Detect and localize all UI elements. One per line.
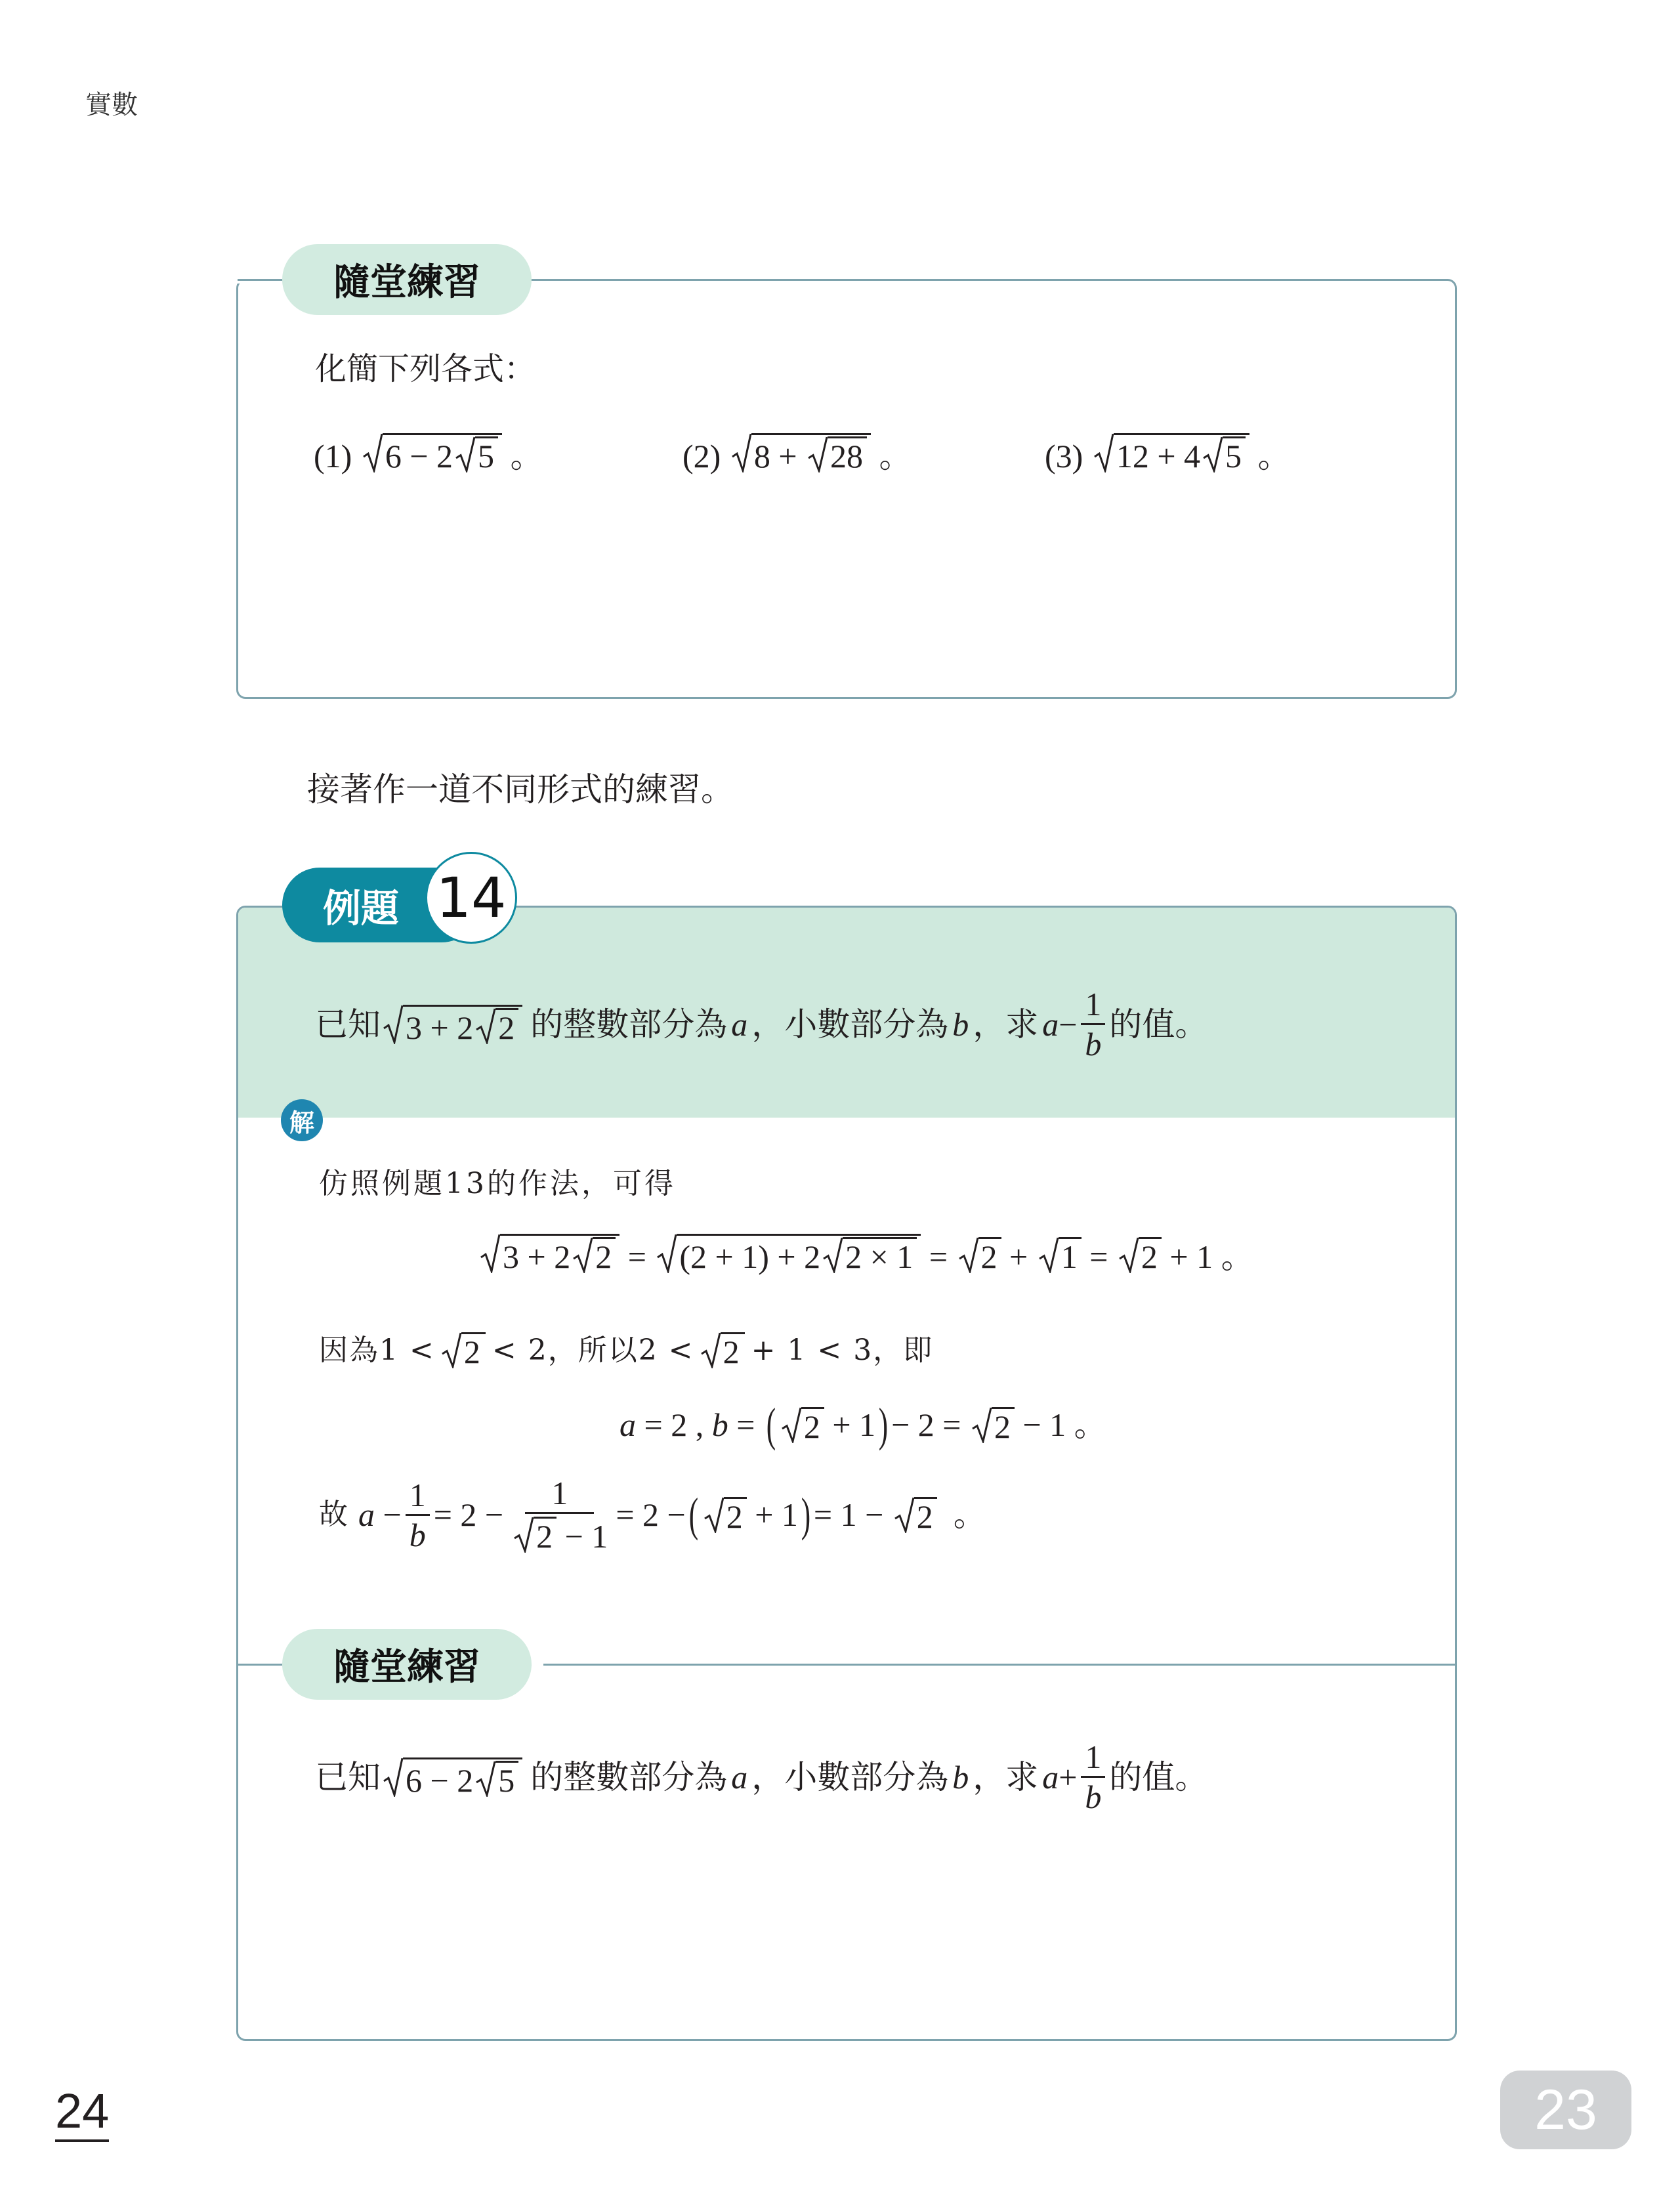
practice-1-item-1: (1) 6 − 2 5 。 (314, 433, 543, 473)
solution-line-3: 因為1 < 2 < 2，所以2 < 2 + 1 < 3，即 (319, 1333, 934, 1370)
example-label: 例題 (282, 868, 479, 942)
practice-1-item-2: (2) 8 + 28 。 (682, 433, 912, 473)
chapter-header: 實數 (85, 90, 138, 120)
transition-text: 接著作一道不同形式的練習。 (307, 770, 734, 809)
solution-badge: 解 (281, 1099, 323, 1141)
practice-1-instruction: 化簡下列各式： (315, 350, 536, 387)
practice-2-question: 已知 6 − 2 5 的整數部分為 a ，小數部分為 b ，求 a + $\frac{1}{b}$ 的值。 (315, 1738, 1208, 1815)
practice-2-title: 隨堂練習 (282, 1629, 532, 1700)
solution-equation-1: 3 + 2 2 = (2 + 1) + 2 2 × 1 = 2 + 1 = 2 + 1 。 (478, 1234, 1254, 1273)
example-box (236, 906, 1457, 2041)
book-page-number: 24 (55, 2087, 109, 2142)
practice-1-item-3: (3) 12 + 4 5 。 (1045, 433, 1291, 473)
practice-1-title: 隨堂練習 (282, 244, 532, 315)
solution-equation-2: a = 2 , b = ( 2 + 1 ) − 2 = 2 − 1 。 (620, 1399, 1107, 1451)
practice-box-1 (236, 279, 1457, 699)
solution-equation-3: 故 a − $\frac{1}{b}$ = 2 − $\frac{1}{2 - 1}$ = 2 − ( 2 + 1 ) = 1 − 2 。 (319, 1475, 986, 1555)
example-number: 14 (425, 852, 517, 944)
page-badge: 23 (1500, 2071, 1631, 2149)
example-question: 已知 3 + 2 2 的整數部分為 a ，小數部分為 b ，求 a − $\frac{1}{b}$ 的值。 (315, 986, 1208, 1062)
solution-line-1: 仿照例題13的作法，可得 (319, 1167, 676, 1200)
